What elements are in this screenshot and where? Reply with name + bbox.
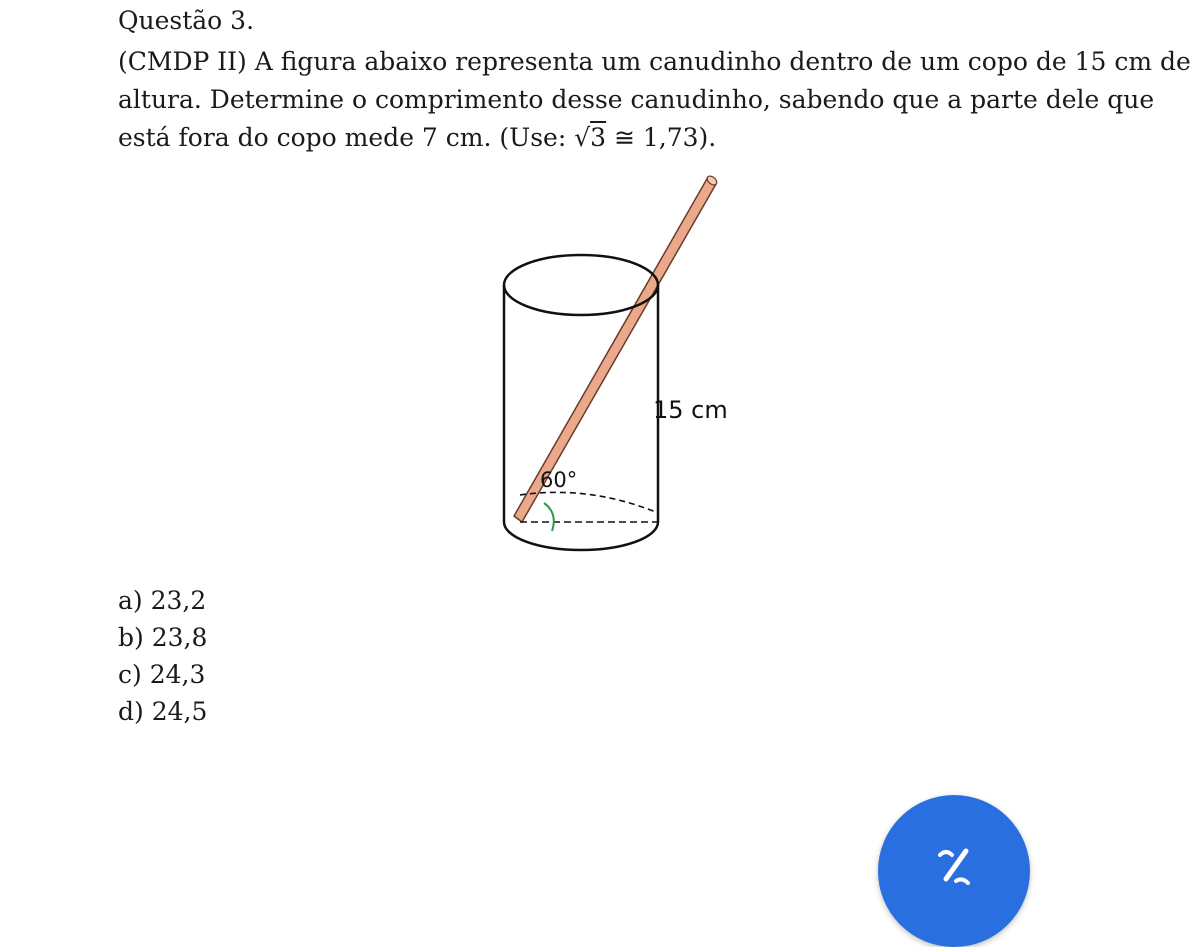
- sqrt-radicand: 3: [590, 123, 607, 152]
- formula-approx: ≅ 1,73).: [606, 123, 717, 152]
- option-d[interactable]: d) 24,5: [118, 697, 208, 726]
- sqrt-formula: [574, 123, 606, 152]
- option-a[interactable]: a) 23,2: [118, 586, 207, 615]
- glass-straw-figure: [480, 165, 770, 565]
- question-prompt: [118, 43, 1191, 157]
- prompt-line-3-text: está fora do copo mede 7 cm. (Use:: [118, 123, 575, 152]
- figure-svg: [480, 165, 770, 565]
- glass-bottom-front: [504, 522, 658, 550]
- glass-bottom-back: [520, 492, 658, 513]
- edit-fab-button[interactable]: [878, 795, 1030, 947]
- prompt-line-2: altura. Determine o comprimento desse canudinho, sabendo que a parte dele que: [118, 85, 1155, 114]
- height-label: 15 cm: [653, 396, 728, 424]
- pen-icon: [932, 843, 976, 887]
- question-title: Questão 3.: [118, 6, 255, 35]
- angle-arc: [544, 503, 554, 531]
- option-c[interactable]: c) 24,3: [118, 660, 206, 689]
- sqrt-radical: √: [574, 123, 591, 152]
- prompt-line-1: (CMDP II) A figura abaixo representa um canudinho dentro de um copo de 15 cm de: [118, 47, 1191, 76]
- angle-label: 60°: [540, 468, 578, 492]
- glass-rim: [504, 255, 658, 315]
- answer-options: [118, 582, 207, 730]
- option-b[interactable]: b) 23,8: [118, 623, 208, 652]
- prompt-line-3: [118, 119, 1050, 157]
